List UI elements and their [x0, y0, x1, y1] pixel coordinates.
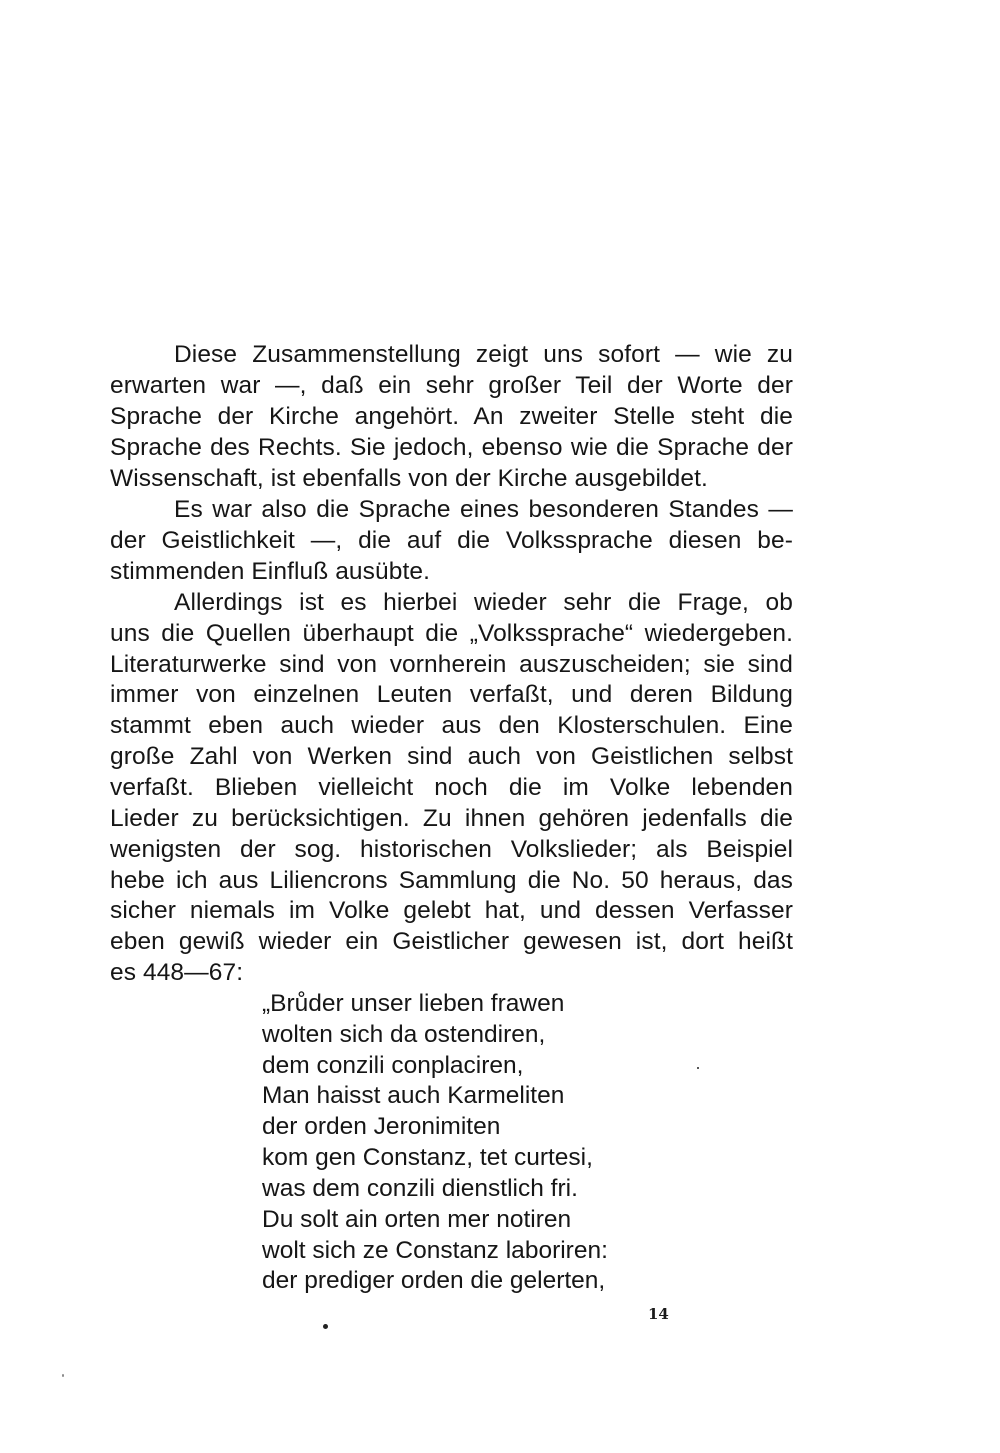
ink-speck	[323, 1324, 328, 1329]
text-line: Wissenschaft, ist ebenfalls von der Kirche ausgebildet.	[110, 465, 708, 492]
text-line: Literaturwerke sind von vornherein auszuscheiden; sie sind	[110, 651, 793, 678]
text-line: Es war also die Sprache eines besonderen Standes —	[174, 496, 793, 523]
text-line: sicher niemals im Volke gelebt hat, und dessen Verfasser	[110, 897, 793, 924]
text-line: große Zahl von Werken sind auch von Geistlichen selbst	[110, 743, 793, 770]
verse-line: wolten sich da ostendiren,	[262, 1021, 546, 1048]
text-line: eben gewiß wieder ein Geistlicher gewesen ist, dort heißt	[110, 928, 793, 955]
text-line: stimmenden Einfluß ausübte.	[110, 558, 431, 585]
verse-line: „Brůder unser lieben frawen	[262, 990, 565, 1017]
text-line: Allerdings ist es hierbei wieder sehr die Frage, ob	[174, 589, 793, 616]
verse-line: der orden Jeronimiten	[262, 1113, 501, 1140]
ink-speck	[62, 1374, 64, 1377]
text-line: verfaßt. Blieben vielleicht noch die im Volke lebenden	[110, 774, 793, 801]
verse-line: dem conzili conplaciren,	[262, 1052, 524, 1079]
text-line: Lieder zu berücksichtigen. Zu ihnen gehören jedenfalls die	[110, 805, 793, 832]
text-line: Diese Zusammenstellung zeigt uns sofort — wie zu	[174, 341, 793, 368]
verse-line: was dem conzili dienstlich fri.	[262, 1175, 578, 1202]
text-line: erwarten war —, daß ein sehr großer Teil der Worte der	[110, 372, 793, 399]
text-line: Sprache des Rechts. Sie jedoch, ebenso wie die Sprache der	[110, 434, 793, 461]
page-number: 14	[648, 1305, 669, 1323]
text-line: hebe ich aus Liliencrons Sammlung die No. 50 heraus, das	[110, 867, 793, 894]
text-line: Sprache der Kirche angehört. An zweiter Stelle steht die	[110, 403, 793, 430]
verse-line: Man haisst auch Karmeliten	[262, 1082, 565, 1109]
text-line: stammt eben auch wieder aus den Klosterschulen. Eine	[110, 712, 793, 739]
text-line: der Geistlichkeit —, die auf die Volkssprache diesen be-	[110, 527, 793, 554]
verse-line: kom gen Constanz, tet curtesi,	[262, 1144, 593, 1171]
ink-speck	[697, 1067, 699, 1069]
text-line: uns die Quellen überhaupt die „Volkssprache“ wiedergeben.	[110, 620, 793, 647]
text-line: immer von einzelnen Leuten verfaßt, und deren Bildung	[110, 681, 793, 708]
text-line: wenigsten der sog. historischen Volkslieder; als Beispiel	[110, 836, 793, 863]
verse-line: wolt sich ze Constanz laboriren:	[262, 1237, 608, 1264]
text-line: es 448—67:	[110, 959, 244, 986]
verse-line: Du solt ain orten mer notiren	[262, 1206, 572, 1233]
verse-line: der prediger orden die gelerten,	[262, 1267, 606, 1294]
